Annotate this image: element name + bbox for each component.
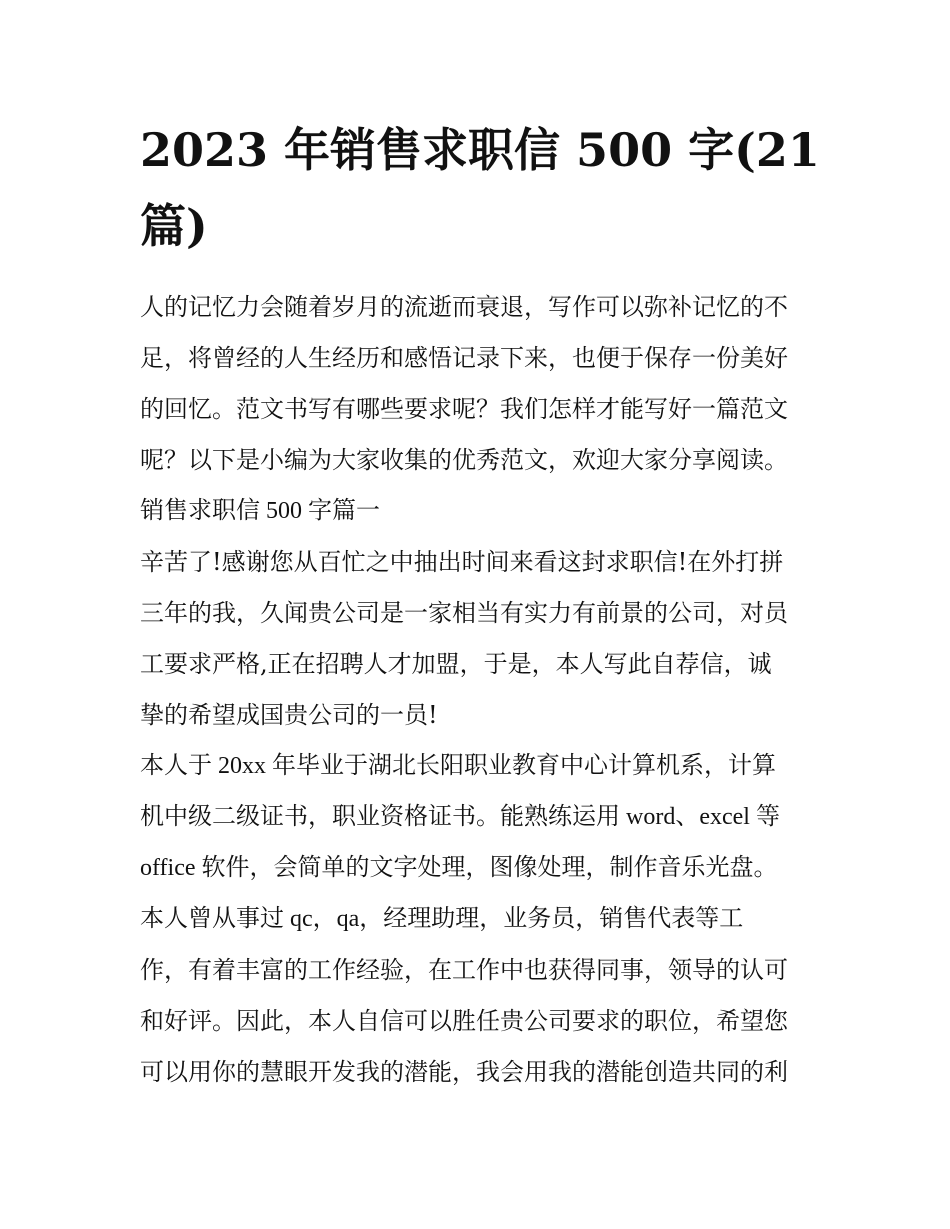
body-line: 工要求严格,正在招聘人才加盟，于是，本人写此自荐信，诚 bbox=[140, 650, 772, 678]
intro-paragraph bbox=[140, 282, 820, 486]
body-line: 三年的我，久闻贵公司是一家相当有实力有前景的公司，对员 bbox=[140, 599, 788, 627]
intro-line: 足，将曾经的人生经历和感悟记录下来，也便于保存一份美好 bbox=[140, 344, 788, 372]
body-line: 可以用你的慧眼开发我的潜能，我会用我的潜能创造共同的利 bbox=[140, 1058, 788, 1086]
body-paragraph-1 bbox=[140, 537, 820, 741]
intro-line: 呢？以下是小编为大家收集的优秀范文，欢迎大家分享阅读。 bbox=[140, 446, 788, 474]
section-heading: 销售求职信 500 字篇一 bbox=[140, 498, 380, 524]
body-paragraph-3 bbox=[140, 894, 820, 1098]
body-line: 本人曾从事过 qc，qa，经理助理，业务员，销售代表等工 bbox=[140, 906, 744, 932]
section-heading-block bbox=[140, 486, 820, 537]
body-paragraph-2 bbox=[140, 741, 820, 894]
body-line: 作，有着丰富的工作经验，在工作中也获得同事，领导的认可 bbox=[140, 956, 788, 984]
intro-line: 的回忆。范文书写有哪些要求呢？我们怎样才能写好一篇范文 bbox=[140, 395, 788, 423]
title-line-2: 篇) bbox=[140, 199, 208, 253]
body-line: 辛苦了!感谢您从百忙之中抽出时间来看这封求职信!在外打拼 bbox=[140, 548, 784, 576]
body-line: 挚的希望成国贵公司的一员! bbox=[140, 701, 438, 729]
intro-line: 人的记忆力会随着岁月的流逝而衰退，写作可以弥补记忆的不 bbox=[140, 293, 788, 321]
body-line: office 软件，会简单的文字处理，图像处理，制作音乐光盘。 bbox=[140, 855, 778, 881]
body-line: 本人于 20xx 年毕业于湖北长阳职业教育中心计算机系，计算 bbox=[140, 753, 776, 779]
body-line: 机中级二级证书，职业资格证书。能熟练运用 word、excel 等 bbox=[140, 804, 780, 830]
title-line-1: 2023 年销售求职信 500 字(21 bbox=[140, 123, 820, 177]
body-line: 和好评。因此，本人自信可以胜任贵公司要求的职位，希望您 bbox=[140, 1007, 788, 1035]
document-title bbox=[140, 112, 820, 264]
document-content bbox=[140, 112, 820, 1098]
